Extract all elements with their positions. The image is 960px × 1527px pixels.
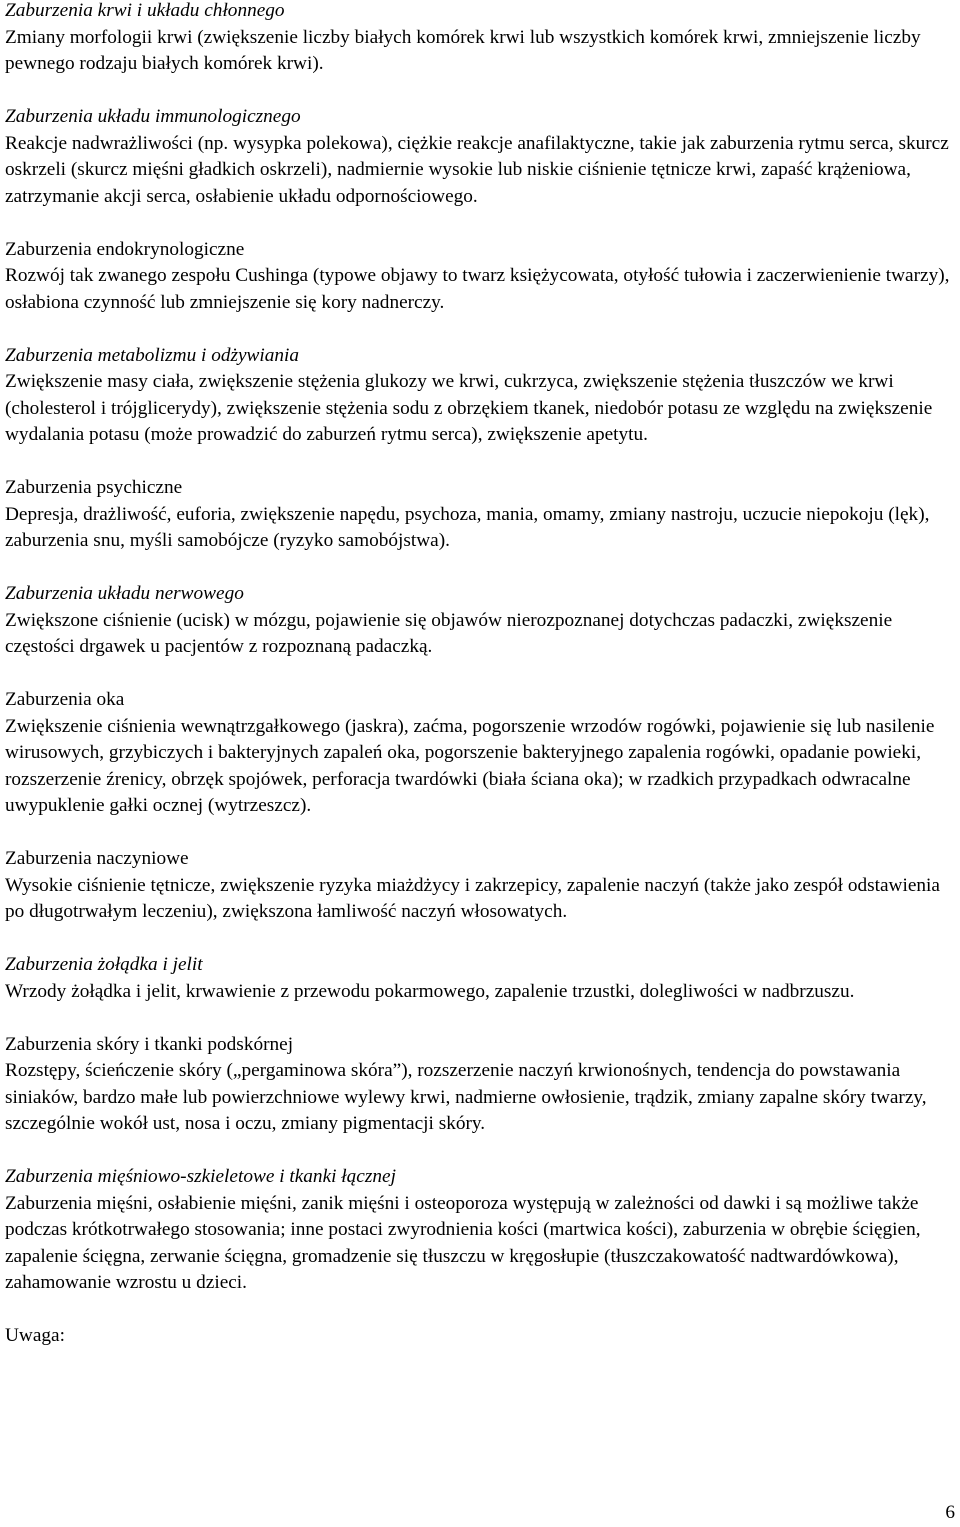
section-heading: Zaburzenia naczyniowe <box>5 848 189 869</box>
section-text: Wysokie ciśnienie tętnicze, zwiększenie ryzyka miażdżycy i zakrzepicy, zapalenie naczyń (także jako zespół odstawienia po długotrwałym leczeniu), zwiększona łamliwość naczyń włosowatych. <box>5 874 940 922</box>
section-heading: Zaburzenia metabolizmu i odżywiania <box>5 344 300 366</box>
section-text: Depresja, drażliwość, euforia, zwiększenie napędu, psychoza, mania, omamy, zmiany nastroju, uczucie niepokoju (lęk), zaburzenia snu, myśli samobójcze (ryzyko samobójstwa). <box>5 503 930 551</box>
section-heading: Zaburzenia endokrynologiczne <box>5 238 245 260</box>
section-text: Rozstępy, ścieńczenie skóry („pergaminowa skóra”), rozszerzenie naczyń krwionośnych, tendencja do powstawania siniaków, bardzo małe lub powierzchniowe wylewy krwi, nadmierne owłosienie, trądzik, zmiany zapalne skóry twarzy, szczególnie wokół ust, nosa i oczu, zmiany pigmentacji skóry. <box>5 1060 927 1134</box>
section-skin <box>5 1032 957 1138</box>
page-number: 6 <box>945 1502 955 1523</box>
section-heading: Zaburzenia układu nerwowego <box>5 583 244 604</box>
section-heading: Zaburzenia układu immunologicznego <box>5 106 301 127</box>
document-page <box>5 0 957 1376</box>
section-heading: Zaburzenia krwi i układu chłonnego <box>5 0 285 21</box>
section-heading: Zaburzenia żołądka i jelit <box>5 954 203 975</box>
section-heading: Zaburzenia oka <box>5 689 125 710</box>
section-metabolism <box>5 343 957 449</box>
section-text: Zwiększenie masy ciała, zwiększenie stężenia glukozy we krwi, cukrzyca, zwiększenie stężenia tłuszczów we krwi (cholesterol i trójglicerydy), zwiększenie stężenia sodu z obrzękiem tkanek, niedobór potasu ze względu na zwiększenie wydalania potasu (może prowadzić do zaburzeń rytmu serca), zwiększenie apetytu. <box>5 371 933 445</box>
section-blood-lymphatic <box>5 0 957 78</box>
section-heading: Zaburzenia mięśniowo-szkieletowe i tkanki łącznej <box>5 1166 396 1187</box>
section-text: Wrzody żołądka i jelit, krwawienie z przewodu pokarmowego, zapalenie trzustki, dolegliwości w nadbrzuszu. <box>5 980 855 1002</box>
section-gastrointestinal <box>5 952 957 1005</box>
section-note <box>5 1323 957 1350</box>
section-immune <box>5 104 957 210</box>
section-text: Zmiany morfologii krwi (zwiększenie liczby białych komórek krwi lub wszystkich komórek krwi, zmniejszenie liczby pewnego rodzaju białych komórek krwi). <box>5 26 921 74</box>
section-text: Zwiększenie ciśnienia wewnątrzgałkowego (jaskra), zaćma, pogorszenie wrzodów rogówki, pojawienie się lub nasilenie wirusowych, grzybiczych i bakteryjnych zapaleń oka, pogorszenie bakteryjnego zapalenia rogówki, opadanie powieki, rozszerzenie źrenicy, obrzęk spojówek, perforacja twardówki (biała ściana oka); w rzadkich przypadkach odwracalne uwypuklenie gałki ocznej (wytrzeszcz). <box>5 715 935 816</box>
section-nervous <box>5 581 957 661</box>
section-text: Zwiększone ciśnienie (ucisk) w mózgu, pojawienie się objawów nierozpoznanej dotychczas padaczki, zwiększenie częstości drgawek u pacjentów z rozpoznaną padaczką. <box>5 609 893 657</box>
section-text: Reakcje nadwrażliwości (np. wysypka polekowa), ciężkie reakcje anafilaktyczne, takie jak zaburzenia rytmu serca, skurcz oskrzeli (skurcz mięśni gładkich oskrzeli), nadmiernie wysokie lub niskie ciśnienie tętnicze krwi, zapaść krążeniowa, zatrzymanie akcji serca, osłabienie układu odpornościowego. <box>5 132 949 207</box>
note-label: Uwaga: <box>5 1325 65 1346</box>
section-text: Zaburzenia mięśni, osłabienie mięśni, zanik mięśni i osteoporoza występują w zależności od dawki i są możliwe także podczas krótkotrwałego stosowania; inne postaci zwyrodnienia kości (martwica kości), zaburzenia w obrębie ścięgien, zapalenie ścięgna, zerwanie ścięgna, gromadzenie się tłuszczu w kręgosłupie (tłuszczakowatość nadtwardówkowa), zahamowanie wzrostu u dzieci. <box>5 1192 921 1293</box>
section-heading: Zaburzenia skóry i tkanki podskórnej <box>5 1033 294 1055</box>
section-musculoskeletal <box>5 1164 957 1297</box>
section-psychiatric <box>5 475 957 555</box>
section-text: Rozwój tak zwanego zespołu Cushinga (typowe objawy to twarz księżycowata, otyłość tułowia i zaczerwienienie twarzy), osłabiona czynność lub zmniejszenie się kory nadnerczy. <box>5 265 950 313</box>
section-vascular <box>5 846 957 926</box>
section-heading: Zaburzenia psychiczne <box>5 477 183 498</box>
section-eye <box>5 687 957 820</box>
section-endocrine <box>5 237 957 317</box>
